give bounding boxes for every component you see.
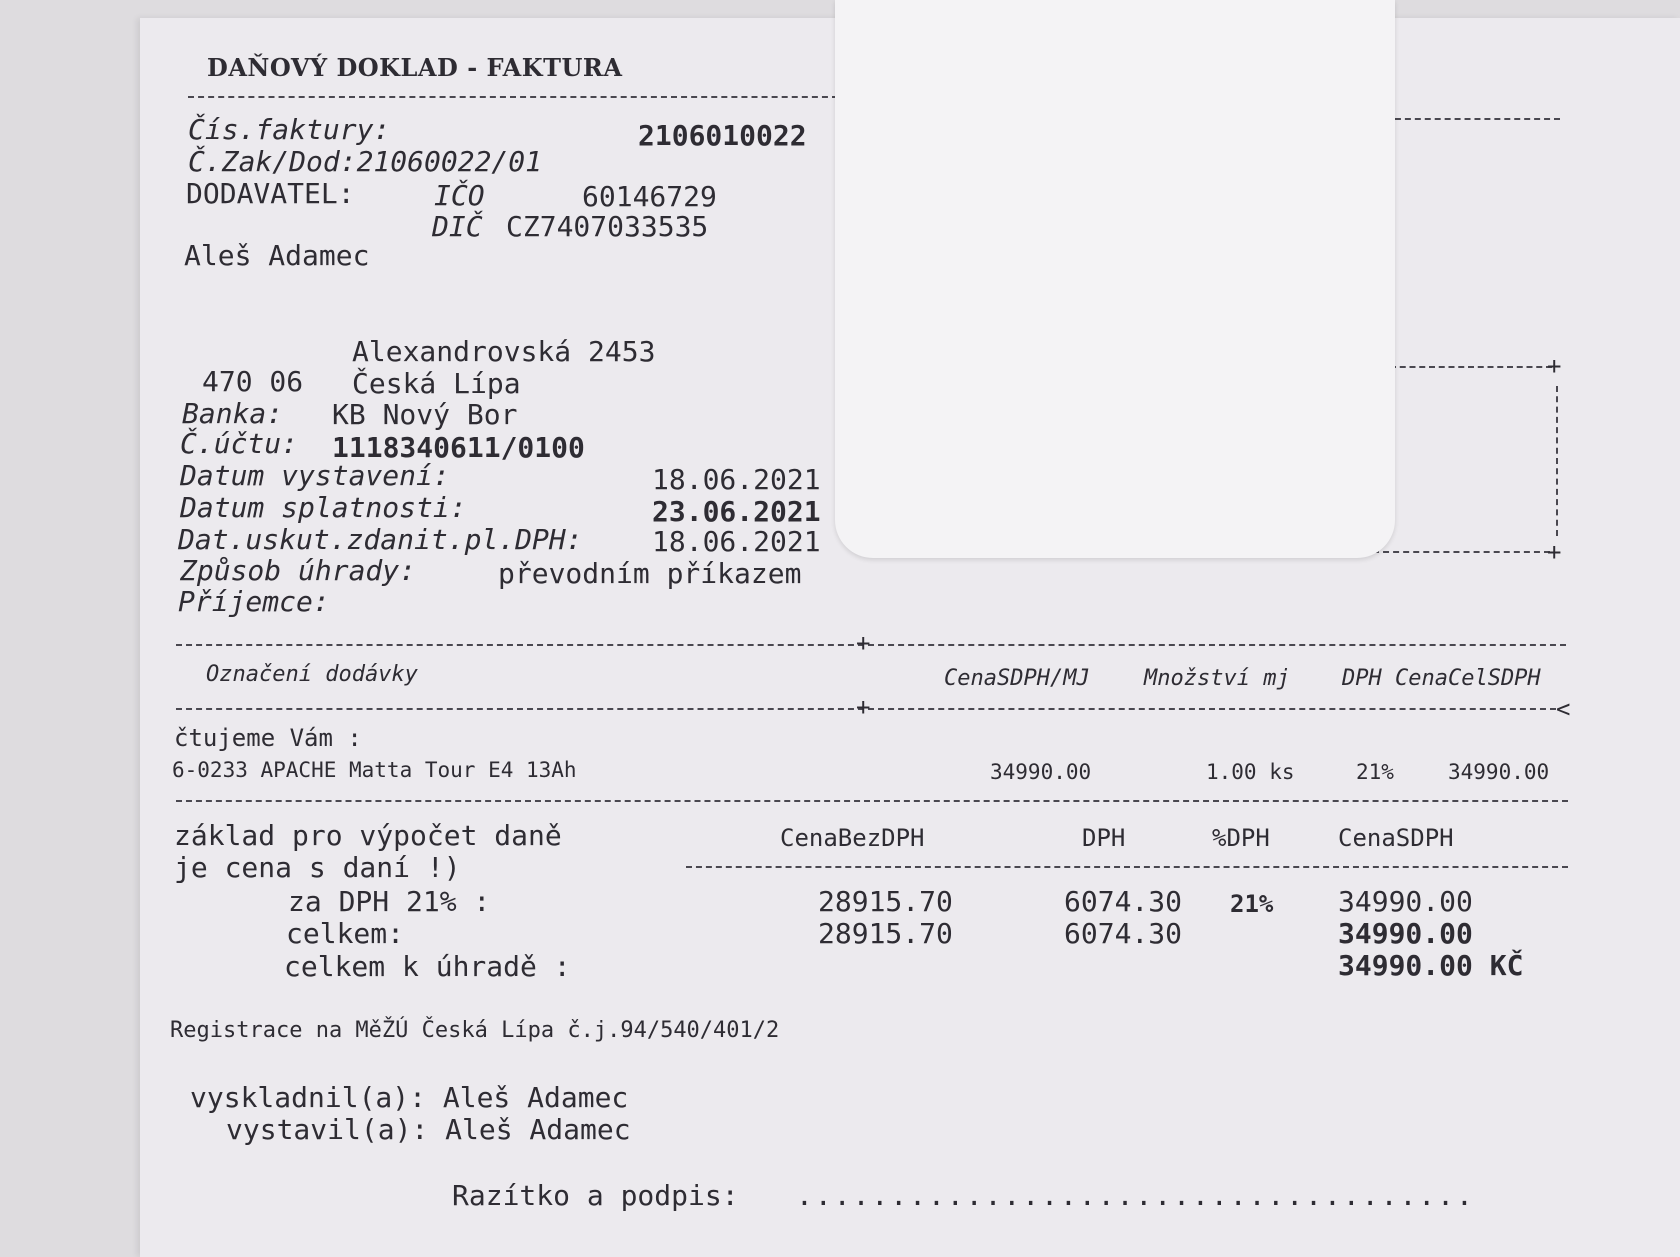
items-intro: čtujeme Vám : [174,724,362,752]
dic-label: DIČ [432,210,483,243]
table-divider-cross: + [856,693,871,721]
col-header-vat-total: DPH CenaCelSDPH [1342,666,1541,691]
summary-header-vat-pct: %DPH [1212,824,1270,852]
box-corner: + [1547,352,1562,380]
total-row-vat: 6074.30 [1064,917,1183,950]
issued-by: vystavil(a): Aleš Adamec [226,1113,631,1146]
col-header-quantity: Množství mj [1144,666,1290,691]
col-header-designation: Označení dodávky [206,662,418,687]
items-bottom-divider [176,800,1568,802]
supplier-name: Aleš Adamec [184,239,370,272]
table-top-divider [176,644,1566,646]
amount-due-label: celkem k úhradě : [284,950,571,983]
dic-value: CZ7407033535 [506,210,709,243]
total-row-label: celkem: [286,917,405,950]
signature-label: Razítko a podpis: [452,1179,739,1212]
title-divider-right [1385,118,1560,120]
payment-method: převodním příkazem [498,557,802,590]
recipient-label: Příjemce: [178,585,330,618]
tax-base-note-line2: je cena s daní !) [174,851,461,884]
vat-row-net: 28915.70 [818,885,953,918]
invoice-title: DAŇOVÝ DOKLAD - FAKTURA [207,53,623,82]
due-date: 23.06.2021 [652,495,821,528]
vat-row-label: za DPH 21% : [288,885,491,918]
order-number: Č.Zak/Dod:21060022/01 [188,145,543,178]
col-header-unit-price: CenaSDPH/MJ [944,666,1090,691]
signature-line: .................................... [796,1179,1475,1212]
tax-base-note-line1: základ pro výpočet daně [174,819,562,852]
total-row-net: 28915.70 [818,917,953,950]
city: Česká Lípa [352,367,521,400]
issue-date: 18.06.2021 [652,463,821,496]
dispatched-by: vyskladnil(a): Aleš Adamec [190,1081,629,1114]
summary-header-vat: DPH [1082,824,1126,852]
sticker-overlay [835,0,1395,558]
account-value: 1118340611/0100 [332,431,585,464]
account-label: Č.účtu: [180,427,299,460]
item-unit-price: 34990.00 [990,760,1092,784]
supplier-label: DODAVATEL: [186,177,355,210]
payment-method-label: Způsob úhrady: [180,554,417,587]
vat-row-pct: 21% [1230,890,1274,918]
box-corner: + [1547,538,1562,566]
street: Alexandrovská 2453 [352,335,656,368]
table-divider-end: < [1556,695,1571,723]
invoice-number: 2106010022 [638,119,807,152]
registration-note: Registrace na MěŽÚ Česká Lípa č.j.94/540/401/2 [170,1018,780,1043]
ico-value: 60146729 [582,180,717,213]
ico-label: IČO [434,179,485,212]
table-divider-cross: + [856,629,871,657]
item-vat: 21% [1356,760,1394,784]
vat-row-gross: 34990.00 [1338,885,1473,918]
total-row-gross: 34990.00 [1338,917,1473,950]
item-designation: 6-0233 APACHE Matta Tour E4 13Ah [172,758,577,782]
tax-date: 18.06.2021 [652,525,821,558]
bank-label: Banka: [182,397,284,430]
issue-date-label: Datum vystavení: [180,459,450,492]
summary-header-gross: CenaSDPH [1338,824,1454,852]
item-total: 34990.00 [1448,760,1550,784]
summary-divider [686,866,1568,868]
recipient-box-right [1556,386,1558,536]
amount-due: 34990.00 KČ [1338,949,1524,982]
summary-header-net: CenaBezDPH [780,824,925,852]
bank-value: KB Nový Bor [332,398,518,431]
vat-row-vat: 6074.30 [1064,885,1183,918]
zip-code: 470 06 [202,365,304,398]
recipient-box-top [1390,366,1552,368]
title-divider [188,96,838,98]
item-quantity: 1.00 ks [1206,760,1295,784]
due-date-label: Datum splatnosti: [180,491,467,524]
invoice-number-label: Čís.faktury: [188,113,391,146]
tax-date-label: Dat.uskut.zdanit.pl.DPH: [178,523,583,556]
